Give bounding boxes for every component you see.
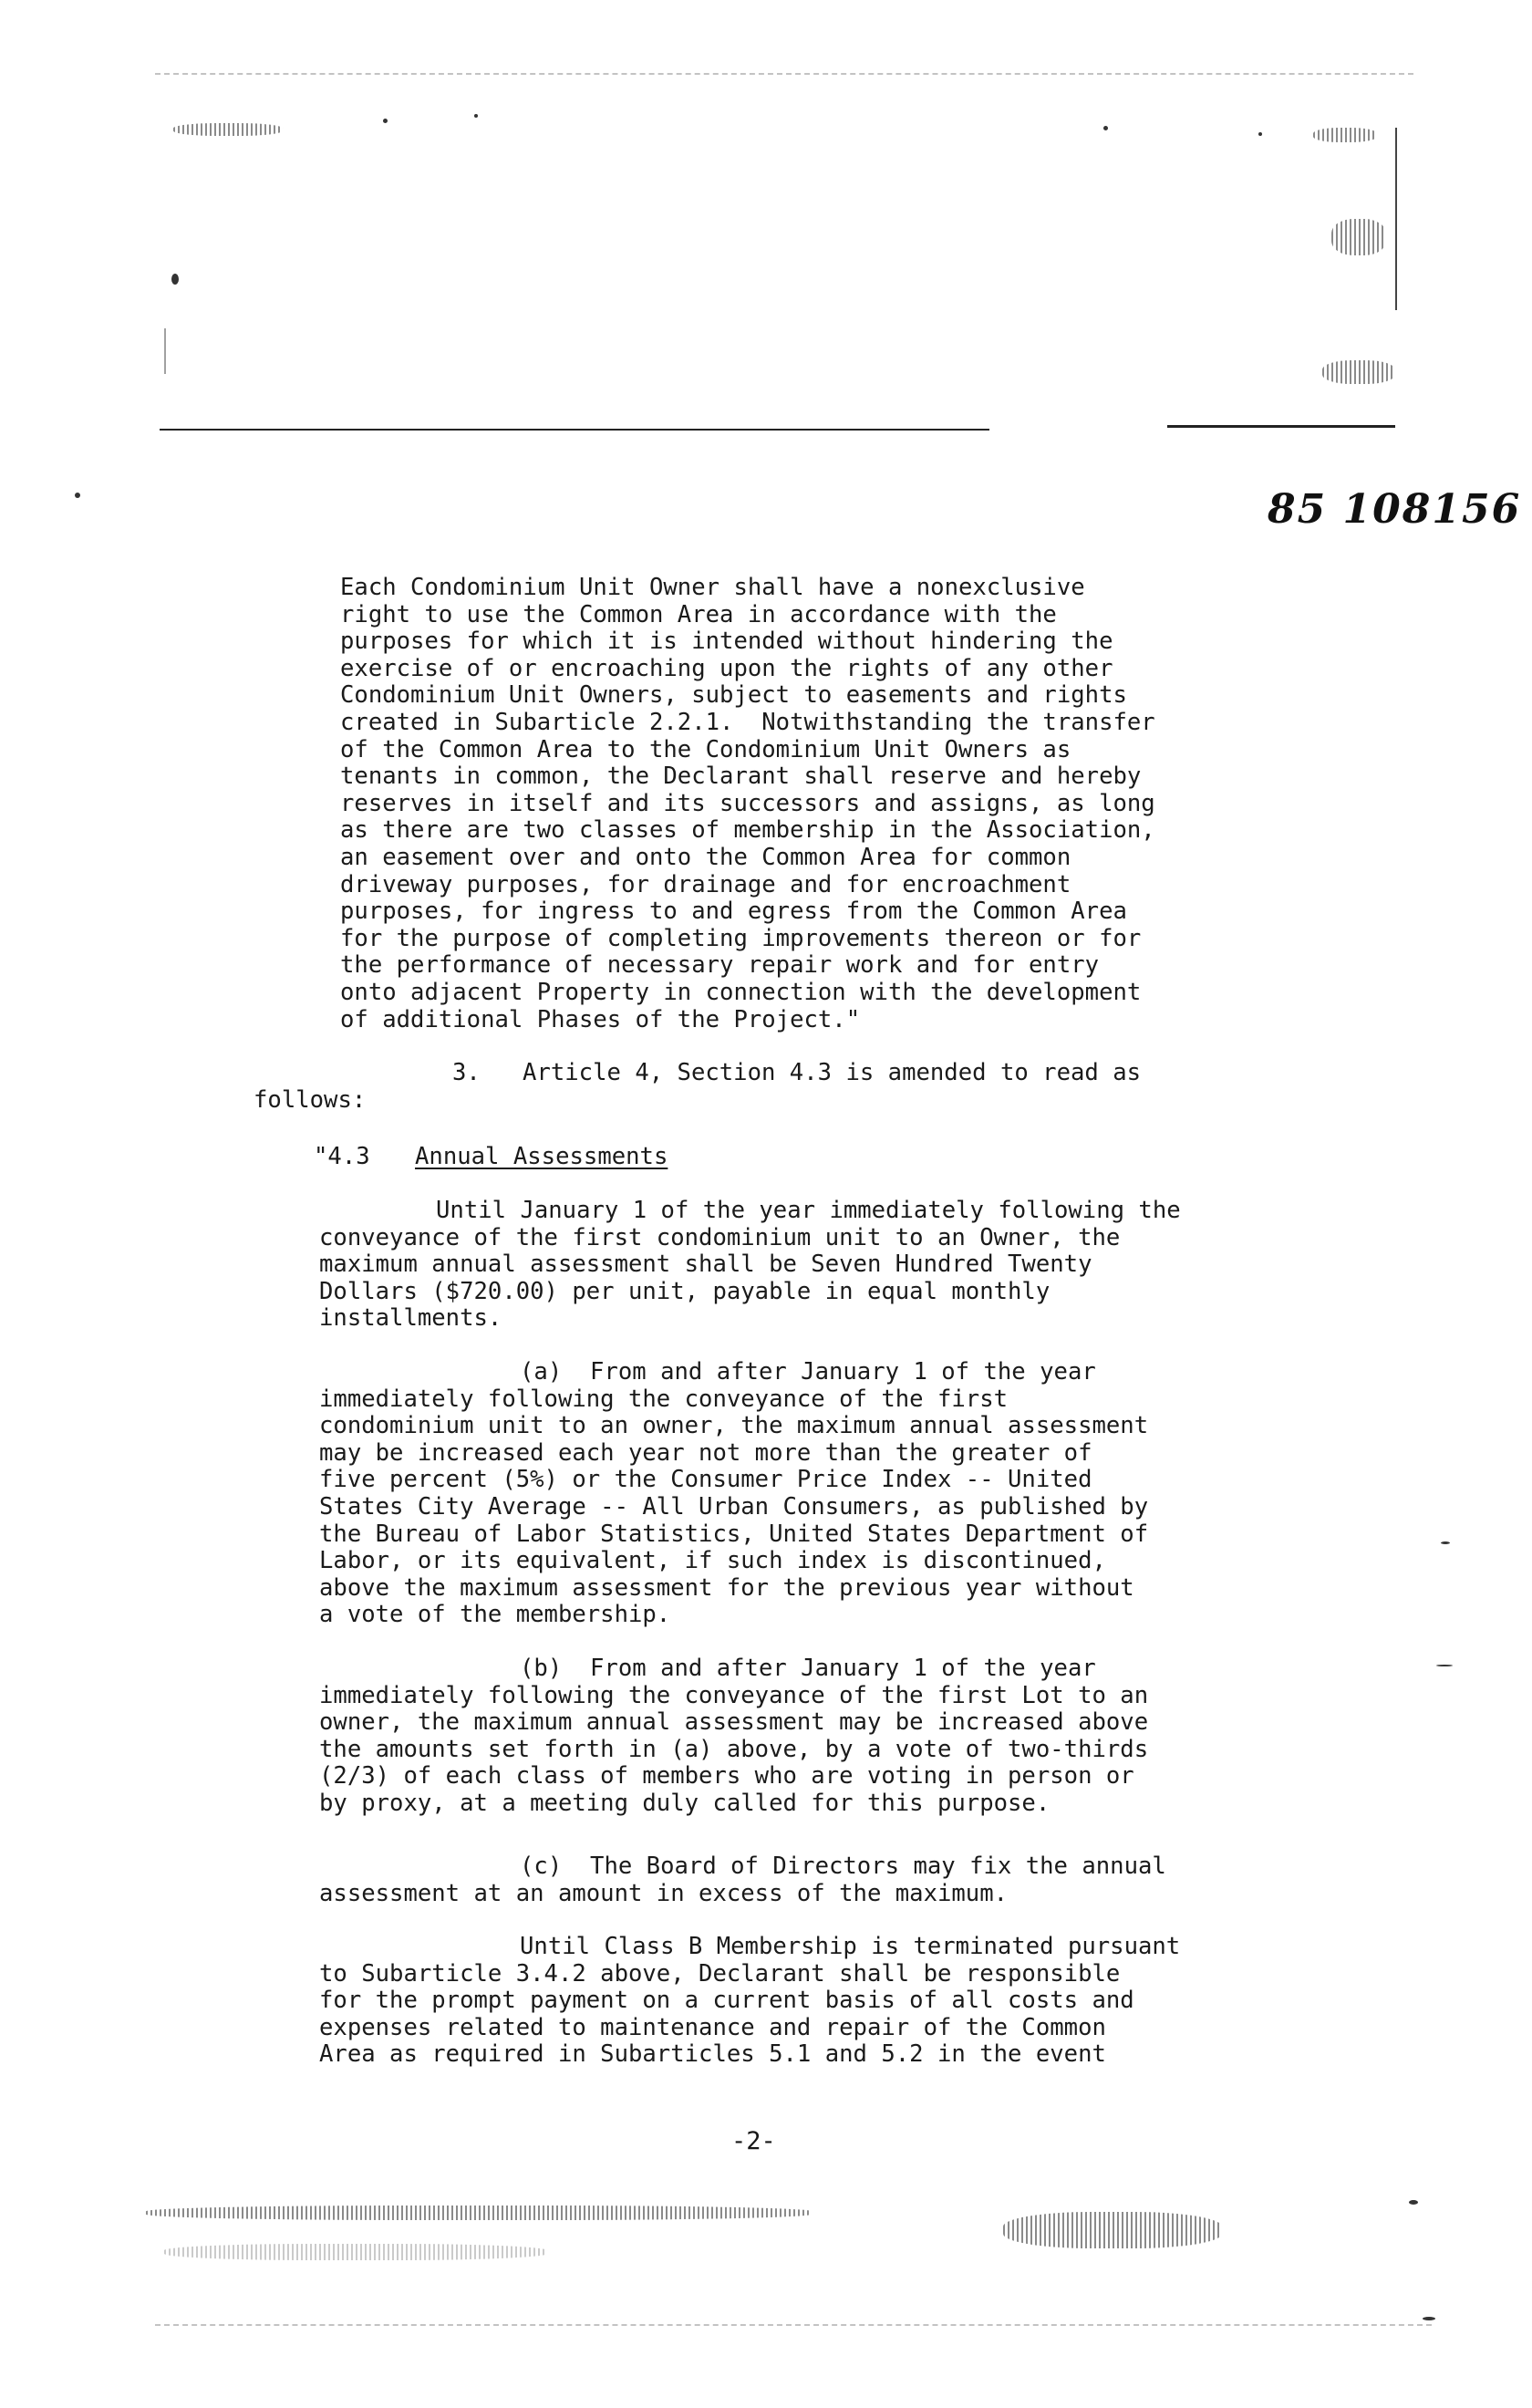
- scan-smudge: [1331, 219, 1386, 255]
- text-line: of the Common Area to the Condominium Unit Owners as: [340, 735, 1071, 763]
- text-line: Area as required in Subarticles 5.1 and 5.2 in the event: [319, 2040, 1106, 2069]
- text-line: as there are two classes of membership in the Association,: [340, 816, 1155, 845]
- text-line: right to use the Common Area in accordance with the: [340, 600, 1057, 628]
- text-line: onto adjacent Property in connection with the development: [340, 979, 1142, 1006]
- text-line: may be increased each year not more than the greater of: [319, 1438, 1092, 1467]
- scan-speck: [1258, 132, 1262, 136]
- text-line: condominium unit to an owner, the maximum annual assessment: [319, 1412, 1149, 1440]
- scan-speck: [75, 493, 80, 498]
- scan-smudge: [173, 123, 283, 136]
- text-line: (a) From and after January 1 of the year: [520, 1358, 1096, 1386]
- text-line: purposes for which it is intended without hindering the: [340, 628, 1113, 656]
- text-line: the amounts set forth in (a) above, by a vote of two-thirds: [319, 1735, 1149, 1763]
- scan-edge-mark: [164, 328, 166, 374]
- page-number: -2-: [731, 2127, 776, 2155]
- scan-edge-mark: [1395, 128, 1397, 310]
- scan-top-dash: [155, 73, 1413, 75]
- scan-speck: [1103, 126, 1108, 130]
- text-line: an easement over and onto the Common Area for common: [340, 844, 1071, 871]
- text-line: (2/3) of each class of members who are voting in person or: [319, 1762, 1134, 1790]
- text-line: for the prompt payment on a current basis of all costs and: [319, 1987, 1134, 2015]
- text-line: the Bureau of Labor Statistics, United States Department of: [319, 1520, 1149, 1548]
- text-line: Until Class B Membership is terminated pursuant: [520, 1933, 1181, 1960]
- section-heading: Annual Assessments: [415, 1143, 668, 1170]
- text-line: exercise of or encroaching upon the rights of any other: [340, 654, 1113, 682]
- section-number: "4.3: [314, 1143, 370, 1170]
- text-line: above the maximum assessment for the previous year without: [319, 1573, 1134, 1602]
- text-line: (b) From and after January 1 of the year: [520, 1655, 1096, 1682]
- text-line: States City Average -- All Urban Consumers, as published by: [319, 1493, 1149, 1521]
- text-line: created in Subarticle 2.2.1. Notwithstanding the transfer: [340, 709, 1155, 736]
- text-line: (c) The Board of Directors may fix the annual: [520, 1853, 1166, 1880]
- text-line: immediately following the conveyance of the first: [319, 1385, 1009, 1413]
- scan-speck: [474, 114, 478, 118]
- text-line: Dollars ($720.00) per unit, payable in equal monthly: [319, 1277, 1051, 1305]
- document-number: 85 108156: [1268, 486, 1522, 533]
- text-line: installments.: [319, 1304, 502, 1333]
- text-line: to Subarticle 3.4.2 above, Declarant shall be responsible: [319, 1959, 1121, 1988]
- scan-smudge: [1313, 128, 1377, 142]
- scan-top-rule: [160, 429, 989, 431]
- scan-speck: [1409, 2200, 1418, 2205]
- text-line: a vote of the membership.: [319, 1601, 671, 1629]
- scan-smudge: [1003, 2212, 1222, 2248]
- text-line: owner, the maximum annual assessment may be increased above: [319, 1708, 1149, 1737]
- scan-bottom-dash: [155, 2324, 1432, 2326]
- text-line: immediately following the conveyance of the first Lot to an: [319, 1681, 1149, 1709]
- scan-speck: [1436, 1665, 1453, 1666]
- text-line: tenants in common, the Declarant shall reserve and hereby: [340, 763, 1142, 791]
- amendment-item-3: 3. Article 4, Section 4.3 is amended to read as: [452, 1059, 1142, 1086]
- text-line: reserves in itself and its successors and assigns, as long: [340, 789, 1155, 817]
- scan-top-rule: [1167, 425, 1395, 428]
- scan-smudge: [164, 2244, 547, 2260]
- scan-smudge: [146, 2206, 812, 2220]
- text-line: for the purpose of completing improvements thereon or for: [340, 924, 1142, 952]
- text-line: Each Condominium Unit Owner shall have a nonexclusive: [340, 574, 1085, 601]
- scan-smudge: [1322, 360, 1395, 384]
- text-line: expenses related to maintenance and repair of the Common: [319, 2013, 1106, 2041]
- text-line: assessment at an amount in excess of the maximum.: [319, 1879, 1009, 1907]
- text-line: by proxy, at a meeting duly called for this purpose.: [319, 1790, 1051, 1817]
- text-line: five percent (5%) or the Consumer Price Index -- United: [319, 1466, 1092, 1494]
- text-line: Labor, or its equivalent, if such index is discontinued,: [319, 1547, 1106, 1575]
- text-line: of additional Phases of the Project.": [340, 1005, 861, 1033]
- text-line: maximum annual assessment shall be Seven Hundred Twenty: [319, 1251, 1092, 1279]
- text-line: purposes, for ingress to and egress from the Common Area: [340, 898, 1127, 926]
- scan-speck: [1441, 1541, 1450, 1544]
- text-line: conveyance of the first condominium unit to an Owner, the: [319, 1223, 1121, 1251]
- text-line: the performance of necessary repair work and for entry: [340, 951, 1100, 980]
- scan-speck: [171, 274, 179, 285]
- scan-speck: [1423, 2317, 1435, 2320]
- scan-speck: [383, 119, 388, 123]
- text-line: Until January 1 of the year immediately following the: [436, 1197, 1181, 1224]
- text-line: driveway purposes, for drainage and for encroachment: [340, 870, 1071, 898]
- text-line: Condominium Unit Owners, subject to easements and rights: [340, 681, 1127, 710]
- text-line: follows:: [254, 1086, 367, 1114]
